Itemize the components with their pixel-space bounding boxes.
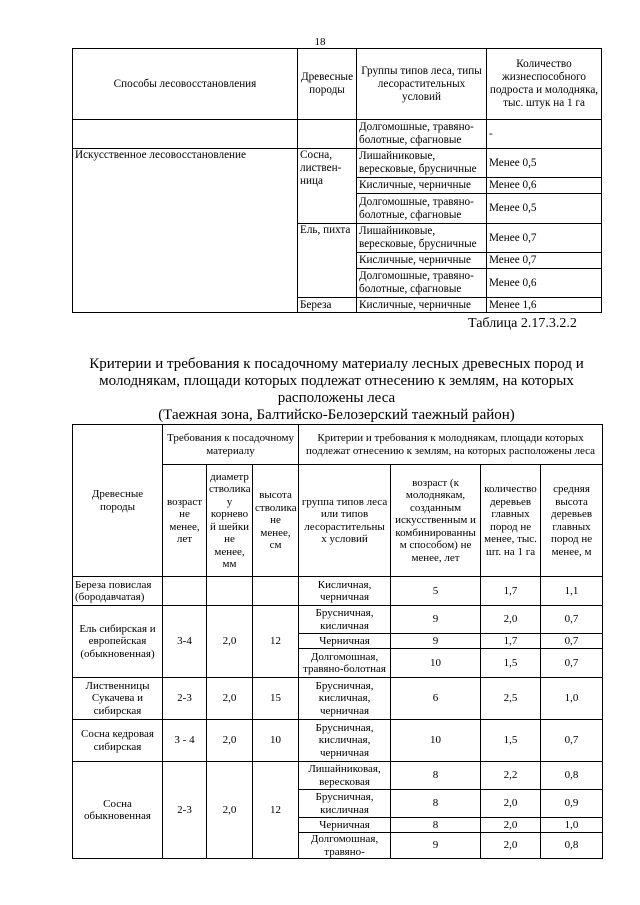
cell-height [253, 577, 299, 606]
cell-forest-group: Долгомошные, травяно-болотные, сфагновые [357, 269, 487, 298]
cell-species: Сосна обыкновенная [73, 762, 163, 859]
cell-forest-group: Лишайниковые, вересковые, брусничные [357, 149, 487, 178]
cell-tree-count: 1,7 [481, 577, 541, 606]
cell-quantity: Менее 0,6 [487, 178, 602, 194]
cell-young-age: 9 [391, 606, 481, 634]
cell-forest-group: Брусничная, кисличная [299, 606, 391, 634]
cell-age [163, 577, 207, 606]
cell-average-height: 0,7 [541, 720, 603, 762]
cell-forest-group: Черничная [299, 634, 391, 649]
cell-forest-group: Кисличные, черничные [357, 298, 487, 313]
cell-forest-group: Лишайниковая, вересковая [299, 762, 391, 790]
cell-diameter: 2,0 [207, 720, 253, 762]
header-average-height: средняя высота деревьев главных пород не менее, м [541, 465, 603, 577]
cell-forest-group: Долгомошная, травяно- [299, 833, 391, 859]
cell-forest-group: Кисличные, черничные [357, 253, 487, 269]
cell-age: 2-3 [163, 678, 207, 720]
cell-young-age: 8 [391, 818, 481, 833]
cell-young-age: 10 [391, 720, 481, 762]
cell-young-age: 9 [391, 833, 481, 859]
table-title-main: Критерии и требования к посадочному материалу лесных древесных пород и молоднякам, площади которых подлежат отнесению к землям, на которых расположены леса [89, 356, 584, 406]
cell-tree-count: 2,0 [481, 790, 541, 818]
cell-method [73, 120, 298, 149]
page-number: 18 [314, 36, 326, 48]
cell-young-age: 8 [391, 762, 481, 790]
cell-tree-count: 1,7 [481, 634, 541, 649]
cell-quantity: Менее 0,7 [487, 253, 602, 269]
cell-young-age: 9 [391, 634, 481, 649]
cell-quantity: Менее 0,7 [487, 224, 602, 253]
cell-age: 3 - 4 [163, 720, 207, 762]
header-methods: Способы лесовосстановления [73, 49, 298, 120]
cell-tree-count: 2,0 [481, 818, 541, 833]
cell-species: Береза повислая (бородавчатая) [73, 577, 163, 606]
cell-average-height: 0,8 [541, 762, 603, 790]
cell-average-height: 1,0 [541, 678, 603, 720]
table-restoration-methods [72, 48, 602, 313]
cell-height: 10 [253, 720, 299, 762]
table-row [73, 606, 603, 634]
cell-species: Береза [298, 298, 357, 313]
cell-method: Искусственное лесовосстановление [73, 149, 298, 313]
cell-average-height: 0,7 [541, 634, 603, 649]
cell-forest-group: Лишайниковые, вересковые, брусничные [357, 224, 487, 253]
cell-average-height: 1,0 [541, 818, 603, 833]
table-planting-criteria [72, 424, 603, 859]
table-header-row [73, 425, 603, 465]
table-title [72, 356, 601, 424]
cell-young-age: 6 [391, 678, 481, 720]
header-young-age: возраст (к молоднякам, созданным искусственным и комбинированны м способом) не менее, лет [391, 465, 481, 577]
cell-height: 12 [253, 762, 299, 859]
cell-forest-group: Кисличные, черничные [357, 178, 487, 194]
header-age: возраст не менее, лет [163, 465, 207, 577]
cell-young-age: 5 [391, 577, 481, 606]
table-header-row [73, 49, 602, 120]
cell-species [298, 120, 357, 149]
header-planting-material: Требования к посадочному материалу [163, 425, 299, 465]
cell-young-age: 8 [391, 790, 481, 818]
cell-tree-count: 2,5 [481, 678, 541, 720]
cell-average-height: 1,1 [541, 577, 603, 606]
cell-species: Ель, пихта [298, 224, 357, 298]
cell-quantity: - [487, 120, 602, 149]
header-diameter: диаметр стволика у корнево й шейки не менее, мм [207, 465, 253, 577]
header-forest-groups: Группы типов леса, типы лесорастительных условий [357, 49, 487, 120]
cell-species: Сосна, листвен-ница [298, 149, 357, 224]
header-quantity: Количество жизнеспособного подроста и молодняка, тыс. штук на 1 га [487, 49, 602, 120]
table-row [73, 149, 602, 178]
cell-height: 15 [253, 678, 299, 720]
cell-quantity: Менее 0,5 [487, 149, 602, 178]
header-young-stands: Критерии и требования к молоднякам, площади которых подлежат отнесению к землям, на которых расположены леса [299, 425, 603, 465]
cell-quantity: Менее 0,5 [487, 194, 602, 224]
cell-age: 3-4 [163, 606, 207, 678]
header-forest-group: группа типов леса или типов лесорастительны х условий [299, 465, 391, 577]
cell-forest-group: Брусничная, кисличная, черничная [299, 678, 391, 720]
cell-height: 12 [253, 606, 299, 678]
cell-forest-group: Долгомошные, травяно-болотные, сфагновые [357, 120, 487, 149]
cell-quantity: Менее 1,6 [487, 298, 602, 313]
cell-forest-group: Брусничная, кисличная, черничная [299, 720, 391, 762]
table-title-region: (Таежная зона, Балтийско-Белозерский таежный район) [158, 407, 515, 423]
header-height: высота стволика не менее, см [253, 465, 299, 577]
cell-species: Ель сибирская и европейская (обыкновенная) [73, 606, 163, 678]
cell-species: Лиственницы Сукачева и сибирская [73, 678, 163, 720]
cell-average-height: 0,7 [541, 649, 603, 678]
cell-diameter: 2,0 [207, 762, 253, 859]
cell-age: 2-3 [163, 762, 207, 859]
cell-forest-group: Брусничная, кисличная [299, 790, 391, 818]
cell-tree-count: 2,0 [481, 606, 541, 634]
cell-average-height: 0,7 [541, 606, 603, 634]
cell-average-height: 0,9 [541, 790, 603, 818]
cell-tree-count: 2,0 [481, 833, 541, 859]
cell-average-height: 0,8 [541, 833, 603, 859]
cell-forest-group: Долгомошные, травяно-болотные, сфагновые [357, 194, 487, 224]
cell-diameter: 2,0 [207, 606, 253, 678]
table-row [73, 120, 602, 149]
cell-forest-group: Долгомошная, травяно-болотная [299, 649, 391, 678]
cell-tree-count: 1,5 [481, 649, 541, 678]
header-species: Древесные породы [73, 425, 163, 577]
table-row [73, 720, 603, 762]
cell-quantity: Менее 0,6 [487, 269, 602, 298]
table-number: Таблица 2.17.3.2.2 [468, 316, 577, 331]
cell-tree-count: 2,2 [481, 762, 541, 790]
table-row [73, 577, 603, 606]
cell-tree-count: 1,5 [481, 720, 541, 762]
table-row [73, 678, 603, 720]
cell-young-age: 10 [391, 649, 481, 678]
header-tree-count: количество деревьев главных пород не менее, тыс. шт. на 1 га [481, 465, 541, 577]
header-species: Древесные породы [298, 49, 357, 120]
cell-forest-group: Кисличная, черничная [299, 577, 391, 606]
cell-diameter: 2,0 [207, 678, 253, 720]
table-row [73, 762, 603, 790]
cell-species: Сосна кедровая сибирская [73, 720, 163, 762]
cell-diameter [207, 577, 253, 606]
cell-forest-group: Черничная [299, 818, 391, 833]
